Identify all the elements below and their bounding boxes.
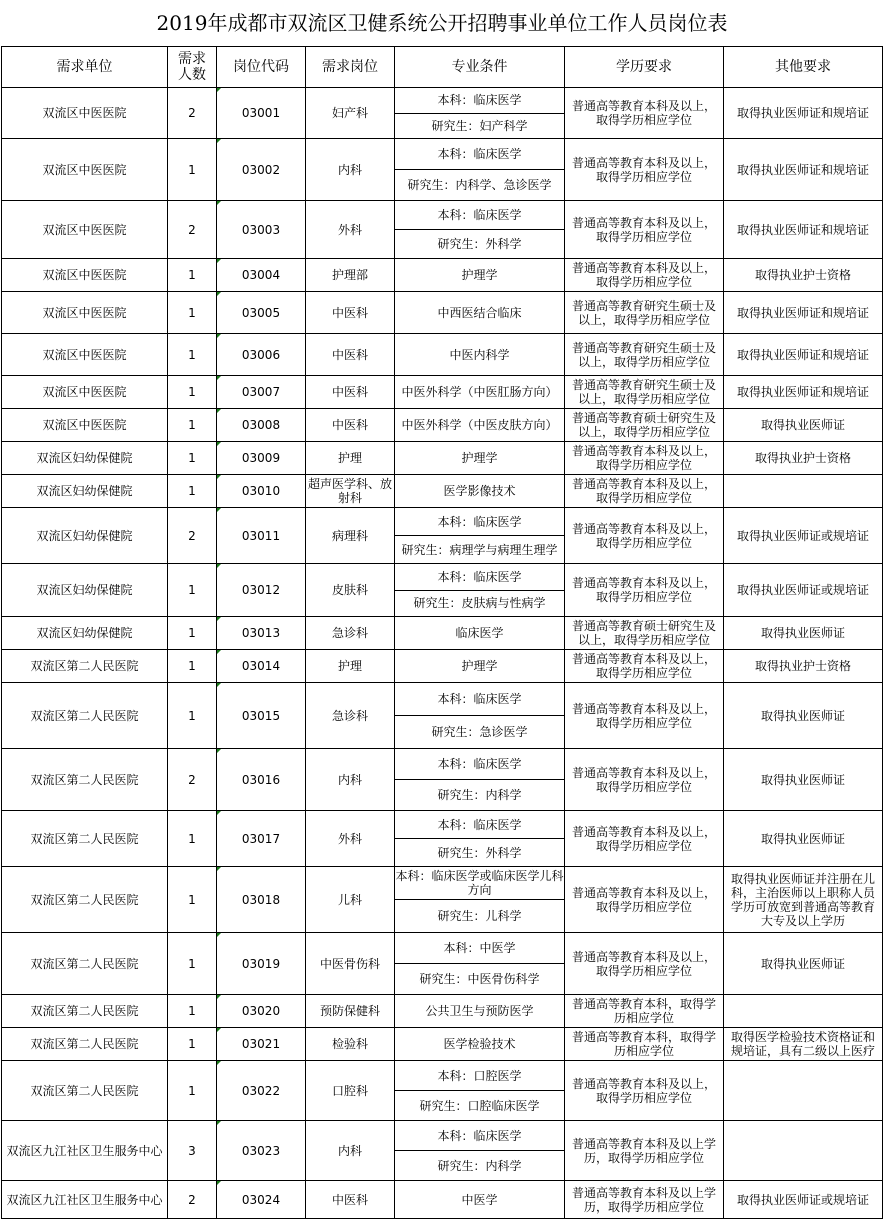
major-cell: 中医外科学（中医肛肠方向） [395,376,565,409]
other-requirements-cell [724,1121,883,1181]
post-cell: 口腔科 [306,1061,395,1121]
table-row [2,475,883,508]
code-cell: 03020 [217,995,306,1028]
count-cell: 2 [168,88,217,139]
education-cell: 普通高等教育本科及以上，取得学历相应学位 [565,564,724,617]
table-row [2,1061,883,1121]
code-cell: 03021 [217,1028,306,1061]
post-cell: 检验科 [306,1028,395,1061]
post-cell: 急诊科 [306,617,395,650]
education-cell: 普通高等教育本科及以上，取得学历相应学位 [565,508,724,564]
major-cell [395,139,565,201]
table-row [2,376,883,409]
count-cell: 1 [168,259,217,292]
major-line: 研究生：急诊医学 [395,715,564,748]
page-title: 2019年成都市双流区卫健系统公开招聘事业单位工作人员岗位表 [156,11,728,35]
other-requirements-cell: 取得执业医师证 [724,617,883,650]
post-cell: 外科 [306,201,395,259]
major-line: 本科：临床医学 [437,1128,522,1143]
header-post: 需求岗位 [306,47,395,88]
table-row [2,811,883,867]
major-cell: 临床医学 [395,617,565,650]
table-row [2,683,883,749]
post-cell: 中医科 [306,409,395,442]
header-major: 专业条件 [395,47,565,88]
post-cell: 护理 [306,442,395,475]
code-cell: 03009 [217,442,306,475]
major-cell [395,201,565,259]
education-cell: 普通高等教育本科及以上，取得学历相应学位 [565,683,724,749]
other-requirements-cell: 取得执业医师证或规培证 [724,1181,883,1219]
major-cell: 护理学 [395,442,565,475]
other-requirements-cell [724,995,883,1028]
other-requirements-cell: 取得执业医师证和规培证 [724,139,883,201]
table-row [2,508,883,564]
major-line: 本科：临床医学 [437,514,522,529]
education-cell: 普通高等教育硕士研究生及以上，取得学历相应学位 [565,617,724,650]
count-cell: 1 [168,1028,217,1061]
code-cell: 03011 [217,508,306,564]
major-line: 本科：临床医学 [437,817,522,832]
table-row [2,867,883,933]
table-row [2,1121,883,1181]
count-cell: 2 [168,749,217,811]
count-cell: 1 [168,334,217,376]
code-cell: 03019 [217,933,306,995]
other-requirements-cell: 取得执业医师证 [724,811,883,867]
unit-cell: 双流区第二人民医院 [2,995,168,1028]
other-requirements-cell: 取得执业医师证和规培证 [724,201,883,259]
major-line: 研究生：外科学 [395,838,564,866]
education-cell: 普通高等教育本科及以上，取得学历相应学位 [565,139,724,201]
count-cell: 1 [168,442,217,475]
code-cell: 03012 [217,564,306,617]
major-line: 本科：临床医学或临床医学儿科方向 [395,869,564,897]
header-other: 其他要求 [724,47,883,88]
unit-cell: 双流区中医医院 [2,88,168,139]
table-row [2,933,883,995]
count-cell: 1 [168,683,217,749]
count-cell: 1 [168,650,217,683]
major-line: 本科：临床医学 [437,208,522,222]
major-cell: 护理学 [395,650,565,683]
other-requirements-cell: 取得执业医师证或规培证 [724,508,883,564]
unit-cell: 双流区第二人民医院 [2,811,168,867]
post-cell: 内科 [306,1121,395,1181]
major-line: 本科：口腔医学 [437,1068,522,1083]
major-line: 研究生：外科学 [395,229,564,258]
unit-cell: 双流区中医医院 [2,376,168,409]
education-cell: 普通高等教育本科，取得学历相应学位 [565,1028,724,1061]
major-cell: 医学影像技术 [395,475,565,508]
unit-cell: 双流区第二人民医院 [2,683,168,749]
education-cell: 普通高等教育本科，取得学历相应学位 [565,995,724,1028]
education-cell: 普通高等教育研究生硕士及以上，取得学历相应学位 [565,292,724,334]
code-cell: 03022 [217,1061,306,1121]
unit-cell: 双流区妇幼保健院 [2,442,168,475]
table-row [2,1181,883,1219]
code-cell: 03008 [217,409,306,442]
code-cell: 03002 [217,139,306,201]
post-cell: 中医科 [306,1181,395,1219]
table-row [2,564,883,617]
post-cell: 儿科 [306,867,395,933]
unit-cell: 双流区妇幼保健院 [2,617,168,650]
table-row [2,259,883,292]
education-cell: 普通高等教育本科及以上，取得学历相应学位 [565,1061,724,1121]
count-cell: 1 [168,409,217,442]
other-requirements-cell: 取得执业医师证 [724,409,883,442]
major-line: 研究生：内科学 [395,1150,564,1180]
unit-cell: 双流区妇幼保健院 [2,508,168,564]
table-body [2,88,883,1219]
education-cell: 普通高等教育本科及以上，取得学历相应学位 [565,933,724,995]
unit-cell: 双流区第二人民医院 [2,1028,168,1061]
count-cell: 1 [168,995,217,1028]
major-cell: 中医内科学 [395,334,565,376]
table-row [2,650,883,683]
count-cell: 1 [168,867,217,933]
post-cell: 皮肤科 [306,564,395,617]
job-table [1,46,883,1219]
major-line: 研究生：儿科学 [395,899,564,932]
post-cell: 妇产科 [306,88,395,139]
unit-cell: 双流区中医医院 [2,292,168,334]
count-cell: 1 [168,376,217,409]
major-cell [395,1121,565,1181]
other-requirements-cell: 取得执业医师证和规培证 [724,334,883,376]
code-cell: 03024 [217,1181,306,1219]
unit-cell: 双流区中医医院 [2,201,168,259]
education-cell: 普通高等教育本科及以上，取得学历相应学位 [565,475,724,508]
code-cell: 03023 [217,1121,306,1181]
education-cell: 普通高等教育本科及以上，取得学历相应学位 [565,811,724,867]
other-requirements-cell: 取得执业医师证和规培证 [724,88,883,139]
education-cell: 普通高等教育本科及以上，取得学历相应学位 [565,88,724,139]
major-line: 本科：中医学 [443,941,516,955]
major-cell [395,508,565,564]
table-row [2,1028,883,1061]
other-requirements-cell: 取得执业护士资格 [724,442,883,475]
post-cell: 中医科 [306,334,395,376]
unit-cell: 双流区第二人民医院 [2,1061,168,1121]
unit-cell: 双流区妇幼保健院 [2,475,168,508]
other-requirements-cell: 取得执业医师证 [724,683,883,749]
other-requirements-cell: 取得执业医师证 [724,749,883,811]
unit-cell: 双流区九江社区卫生服务中心 [2,1181,168,1219]
count-cell: 1 [168,292,217,334]
header-count: 需求 人数 [168,47,217,88]
major-cell [395,811,565,867]
education-cell: 普通高等教育本科及以上，取得学历相应学位 [565,650,724,683]
education-cell: 普通高等教育本科及以上，取得学历相应学位 [565,867,724,933]
post-cell: 病理科 [306,508,395,564]
post-cell: 中医科 [306,292,395,334]
major-line: 本科：临床医学 [437,757,522,771]
post-cell: 护理部 [306,259,395,292]
count-cell: 1 [168,564,217,617]
education-cell: 普通高等教育研究生硕士及以上，取得学历相应学位 [565,376,724,409]
header-edu: 学历要求 [565,47,724,88]
other-requirements-cell: 取得执业医师证或规培证 [724,564,883,617]
table-row [2,88,883,139]
code-cell: 03014 [217,650,306,683]
table-row [2,139,883,201]
other-requirements-cell: 取得执业医师证 [724,933,883,995]
major-cell [395,749,565,811]
unit-cell: 双流区妇幼保健院 [2,564,168,617]
education-cell: 普通高等教育本科及以上，取得学历相应学位 [565,442,724,475]
table-row [2,617,883,650]
post-cell: 内科 [306,749,395,811]
major-cell: 中医学 [395,1181,565,1219]
major-cell: 护理学 [395,259,565,292]
post-cell: 超声医学科、放射科 [306,475,395,508]
code-cell: 03013 [217,617,306,650]
unit-cell: 双流区九江社区卫生服务中心 [2,1121,168,1181]
header-row [2,47,883,88]
other-requirements-cell: 取得执业医师证和规培证 [724,292,883,334]
header-code: 岗位代码 [217,47,306,88]
post-cell: 急诊科 [306,683,395,749]
major-cell: 公共卫生与预防医学 [395,995,565,1028]
other-requirements-cell: 取得医学检验技术资格证和规培证，具有二级以上医疗 [724,1028,883,1061]
major-line: 研究生：内科学、急诊医学 [395,169,564,200]
major-line: 研究生：口腔临床医学 [395,1090,564,1120]
unit-cell: 双流区第二人民医院 [2,867,168,933]
count-cell: 1 [168,617,217,650]
table-row [2,201,883,259]
major-cell: 医学检验技术 [395,1028,565,1061]
major-cell [395,88,565,139]
unit-cell: 双流区中医医院 [2,259,168,292]
post-cell: 内科 [306,139,395,201]
major-cell: 中医外科学（中医皮肤方向） [395,409,565,442]
major-cell [395,933,565,995]
major-line: 研究生：病理学与病理生理学 [395,535,564,563]
count-cell: 1 [168,811,217,867]
major-line: 研究生：妇产科学 [395,113,564,139]
major-cell [395,867,565,933]
post-cell: 中医科 [306,376,395,409]
table-row [2,409,883,442]
education-cell: 普通高等教育研究生硕士及以上，取得学历相应学位 [565,334,724,376]
table-row [2,442,883,475]
code-cell: 03006 [217,334,306,376]
major-line: 本科：临床医学 [437,93,522,108]
post-cell: 护理 [306,650,395,683]
code-cell: 03017 [217,811,306,867]
post-cell: 中医骨伤科 [306,933,395,995]
unit-cell: 双流区第二人民医院 [2,749,168,811]
unit-cell: 双流区中医医院 [2,334,168,376]
major-line: 研究生：中医骨伤科学 [395,963,564,994]
table-row [2,334,883,376]
count-cell: 3 [168,1121,217,1181]
table-row [2,749,883,811]
count-cell: 1 [168,1061,217,1121]
count-cell: 1 [168,933,217,995]
other-requirements-cell: 取得执业护士资格 [724,259,883,292]
count-cell: 1 [168,139,217,201]
major-line: 本科：临床医学 [437,147,522,161]
other-requirements-cell [724,1061,883,1121]
count-cell: 1 [168,475,217,508]
code-cell: 03018 [217,867,306,933]
major-cell [395,564,565,617]
unit-cell: 双流区第二人民医院 [2,650,168,683]
major-line: 研究生：皮肤病与性病学 [395,590,564,617]
header-unit: 需求单位 [2,47,168,88]
code-cell: 03015 [217,683,306,749]
table-row [2,292,883,334]
table-row [2,995,883,1028]
code-cell: 03003 [217,201,306,259]
education-cell: 普通高等教育本科及以上学历，取得学历相应学位 [565,1181,724,1219]
other-requirements-cell: 取得执业护士资格 [724,650,883,683]
education-cell: 普通高等教育硕士研究生及以上，取得学历相应学位 [565,409,724,442]
other-requirements-cell: 取得执业医师证并注册在儿科，主治医师以上职称人员学历可放宽到普通高等教育大专及以上学历 [724,867,883,933]
code-cell: 03016 [217,749,306,811]
major-cell [395,683,565,749]
code-cell: 03010 [217,475,306,508]
post-cell: 外科 [306,811,395,867]
major-line: 本科：临床医学 [437,692,522,706]
unit-cell: 双流区第二人民医院 [2,933,168,995]
count-cell: 2 [168,508,217,564]
education-cell: 普通高等教育本科及以上，取得学历相应学位 [565,259,724,292]
unit-cell: 双流区中医医院 [2,409,168,442]
unit-cell: 双流区中医医院 [2,139,168,201]
other-requirements-cell [724,475,883,508]
count-cell: 2 [168,201,217,259]
count-cell: 2 [168,1181,217,1219]
education-cell: 普通高等教育本科及以上，取得学历相应学位 [565,749,724,811]
major-cell [395,1061,565,1121]
code-cell: 03007 [217,376,306,409]
code-cell: 03005 [217,292,306,334]
post-cell: 预防保健科 [306,995,395,1028]
major-line: 研究生：内科学 [395,779,564,810]
code-cell: 03001 [217,88,306,139]
major-line: 本科：临床医学 [437,569,522,584]
education-cell: 普通高等教育本科及以上，取得学历相应学位 [565,201,724,259]
code-cell: 03004 [217,259,306,292]
major-cell: 中西医结合临床 [395,292,565,334]
education-cell: 普通高等教育本科及以上学历，取得学历相应学位 [565,1121,724,1181]
other-requirements-cell: 取得执业医师证和规培证 [724,376,883,409]
